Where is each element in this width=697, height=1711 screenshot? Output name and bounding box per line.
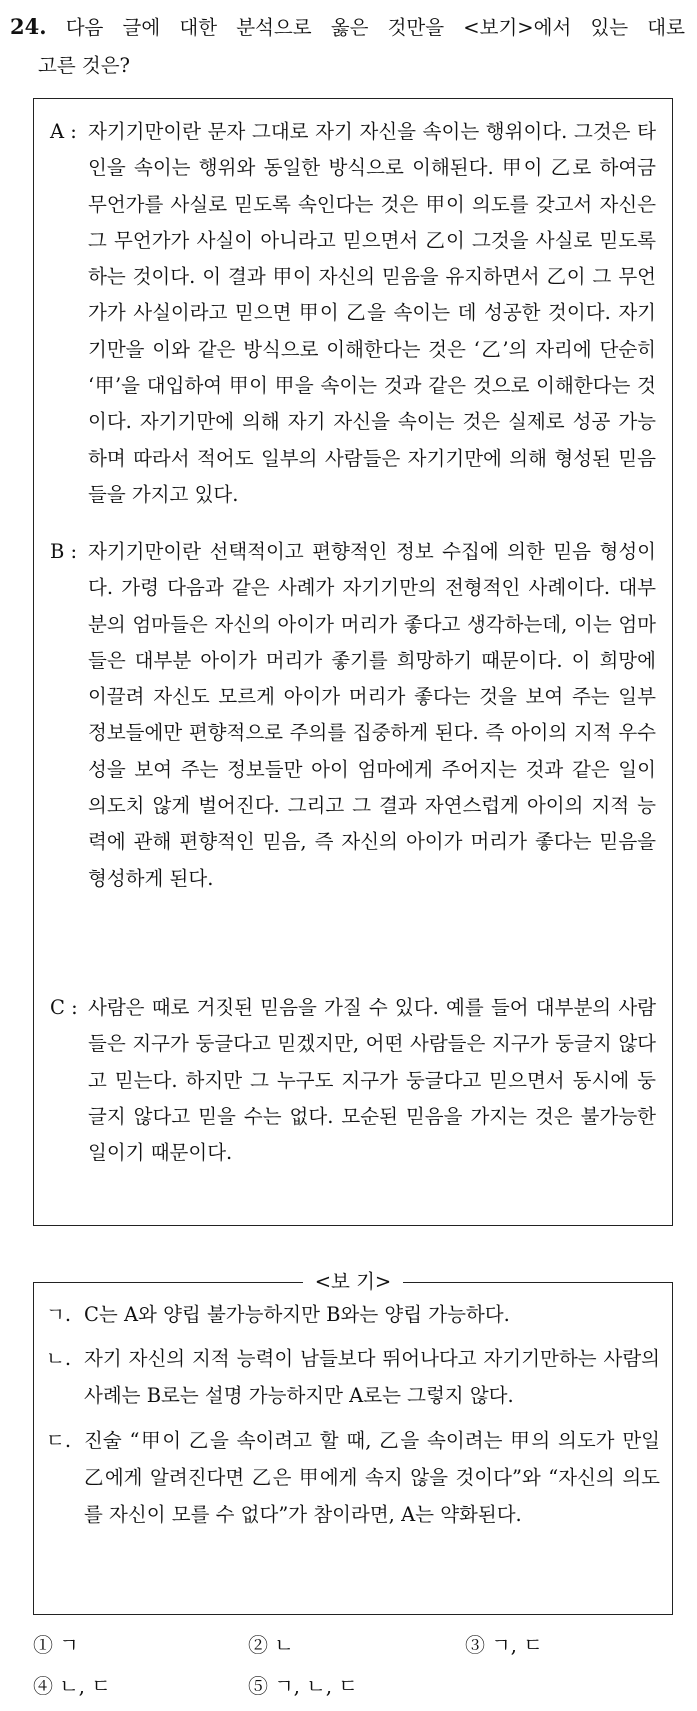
- bogi-box: [33, 1270, 673, 1615]
- question-number: 24.: [10, 14, 47, 39]
- answer-choice-3[interactable]: ③ ㄱ, ㄷ: [465, 1633, 543, 1657]
- passage-paragraph-b: [50, 534, 656, 897]
- paragraph-text: 자기기만이란 문자 그대로 자기 자신을 속이는 행위이다. 그것은 타인을 속이는 행위와 동일한 방식으로 이해된다. 甲이 乙로 하여금 무언가를 사실로 믿도록 속인다는 것은 甲이 의도를 갖고서 자신은 그 무언가가 사실이 아니라고 믿으면서 乙이 그것을 사실로 믿도록 하는 것이다. 이 결과 甲이 자신의 믿음을 유지하면서 乙이 그 무언가가 사실이라고 믿으면 甲이 乙을 속이는 데 성공한 것이다. 자기기만을 이와 같은 방식으로 이해한다는 것은 ‘乙’의 자리에 단순히 ‘甲’을 대입하여 甲이 甲을 속이는 것과 같은 것으로 이해한다는 것이다. 자기기만에 의해 자기 자신을 속이는 것은 실제로 성공 가능하며 따라서 적어도 일부의 사람들은 자기기만에 의해 형성된 믿음들을 가지고 있다.: [88, 120, 656, 506]
- bogi-item-text: 진술 “甲이 乙을 속이려고 할 때, 乙을 속이려는 甲의 의도가 만일 乙에게 알려진다면 乙은 甲에게 속지 않을 것이다”와 “자신의 의도를 자신이 모를 수 없다”가 참이라면, A는 약화된다.: [84, 1429, 660, 1526]
- passage-paragraph-c: [50, 990, 656, 1171]
- answer-choice-4[interactable]: ④ ㄴ, ㄷ: [33, 1674, 111, 1698]
- answer-choice-1[interactable]: ① ㄱ: [33, 1633, 79, 1657]
- bogi-item-text: 자기 자신의 지적 능력이 남들보다 뛰어나다고 자기기만하는 사람의 사례는 B로는 설명 가능하지만 A로는 그렇지 않다.: [84, 1347, 660, 1407]
- passage-box: [33, 98, 673, 1226]
- bogi-title: [34, 1268, 672, 1296]
- answer-choice-5[interactable]: ⑤ ㄱ, ㄴ, ㄷ: [248, 1674, 358, 1698]
- paragraph-label: B :: [50, 540, 78, 563]
- question-line-1: [10, 8, 685, 47]
- question-stem: 다음 글에 대한 분석으로 옳은 것만을 <보기>에서 있는 대로: [65, 16, 685, 39]
- paragraph-label: C :: [50, 996, 78, 1019]
- paragraph-label: A :: [50, 120, 77, 143]
- bogi-item-2: [46, 1340, 660, 1414]
- paragraph-text: 사람은 때로 거짓된 믿음을 가질 수 있다. 예를 들어 대부분의 사람들은 지구가 둥글다고 믿겠지만, 어떤 사람들은 지구가 둥글지 않다고 믿는다. 하지만 그 누구도 지구가 둥글다고 믿으면서 동시에 둥글지 않다고 믿을 수는 없다. 모순된 믿음을 가지는 것은 불가능한 일이기 때문이다.: [88, 996, 656, 1165]
- question-stem-cont: 고른 것은?: [38, 54, 131, 77]
- answer-choice-2[interactable]: ② ㄴ: [248, 1633, 294, 1657]
- passage-paragraph-a: [50, 114, 656, 513]
- bogi-item-label: ㄴ.: [46, 1347, 72, 1370]
- bogi-item-label: ㄷ.: [46, 1429, 72, 1452]
- bogi-item-text: C는 A와 양립 불가능하지만 B와는 양립 가능하다.: [84, 1303, 510, 1326]
- bogi-item-label: ㄱ.: [46, 1303, 72, 1326]
- paragraph-text: 자기기만이란 선택적이고 편향적인 정보 수집에 의한 믿음 형성이다. 가령 다음과 같은 사례가 자기기만의 전형적인 사례이다. 대부분의 엄마들은 자신의 아이가 머리가 좋다고 생각하는데, 이는 엄마들은 대부분 아이가 머리가 좋기를 희망하기 때문이다. 이 희망에 이끌려 자신도 모르게 아이가 머리가 좋다는 것을 보여 주는 일부 정보들에만 편향적으로 주의를 집중하게 된다. 즉 아이의 지적 우수성을 보여 주는 정보들만 아이 엄마에게 주어지는 것과 같은 일이 의도치 않게 벌어진다. 그리고 그 결과 자연스럽게 아이의 지적 능력에 관해 편향적인 믿음, 즉 자신의 아이가 머리가 좋다는 믿음을 형성하게 된다.: [88, 540, 656, 890]
- bogi-item-1: [46, 1296, 660, 1333]
- bogi-title-text: <보 기>: [303, 1270, 404, 1293]
- question-header: [10, 8, 685, 85]
- bogi-item-3: [46, 1422, 660, 1533]
